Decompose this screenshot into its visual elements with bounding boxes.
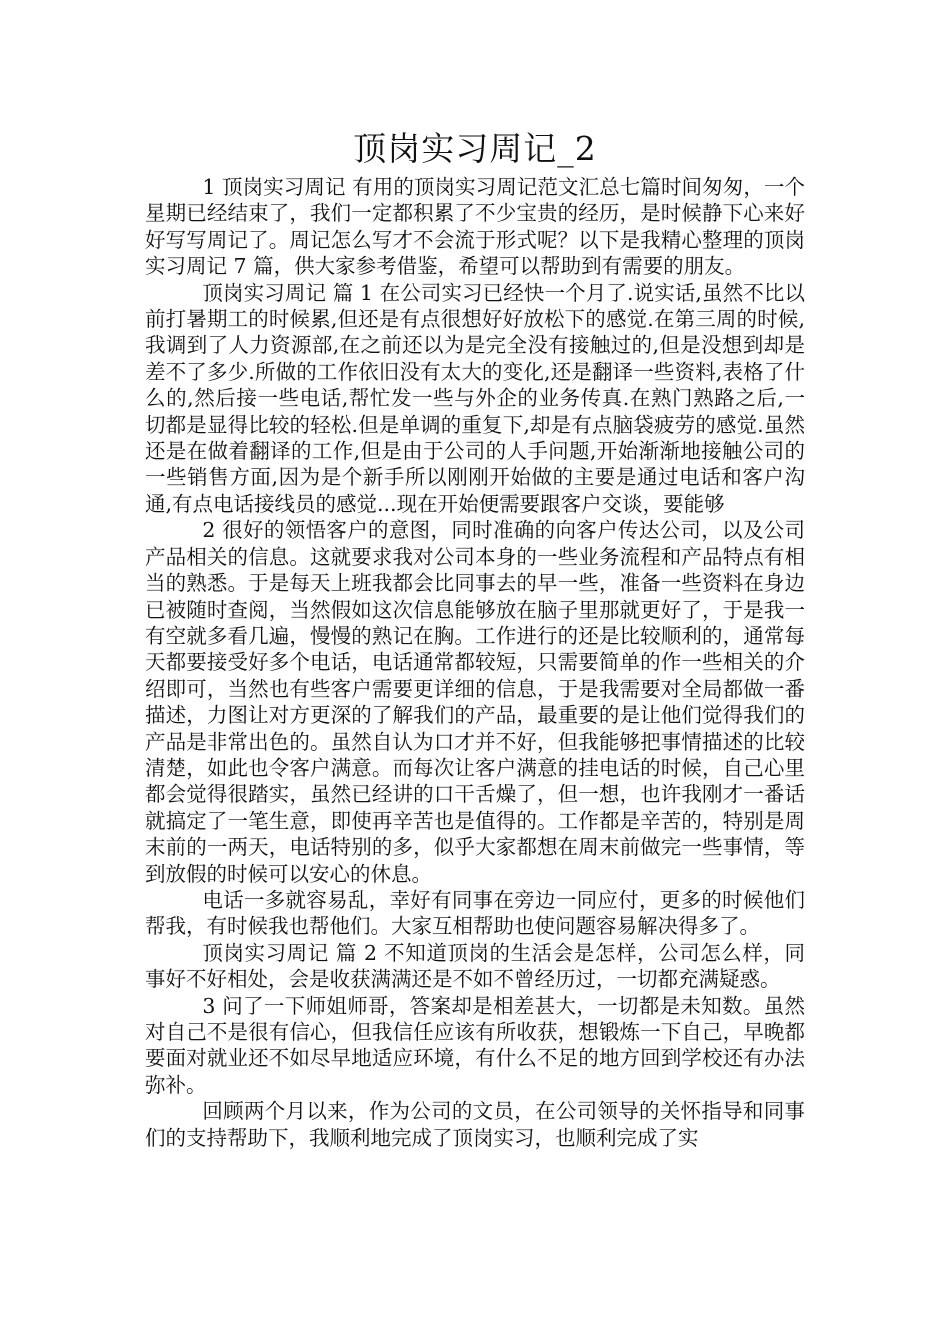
paragraph: 电话一多就容易乱，幸好有同事在旁边一同应付，更多的时候他们帮我，有时候我也帮他们。大家互相帮助也使问题容易解决得多了。 bbox=[145, 887, 805, 939]
paragraph: 3 问了一下师姐师哥，答案却是相差甚大，一切都是未知数。虽然对自己不是很有信心，但我信任应该有所收获，想锻炼一下自己，早晚都要面对就业还不如尽早地适应环境，有什么不足的地方回到学校还有办法弥补。 bbox=[145, 993, 805, 1097]
paragraph: 顶岗实习周记 篇 2 不知道顶岗的生活会是怎样，公司怎么样，同事好不好相处，会是收获满满还是不如不曾经历过，一切都充满疑惑。 bbox=[145, 940, 805, 992]
document-title: 顶岗实习周记_2 bbox=[353, 129, 597, 168]
paragraph: 1 顶岗实习周记 有用的顶岗实习周记范文汇总七篇时间匆匆，一个星期已经结束了，我们一定都积累了不少宝贵的经历，是时候静下心来好好写写周记了。周记怎么写才不会流于形式呢？以下是我精心整理的顶岗实习周记 7 篇，供大家参考借鉴，希望可以帮助到有需要的朋友。 bbox=[145, 175, 805, 279]
paragraph: 顶岗实习周记 篇 1 在公司实习已经快一个月了.说实话,虽然不比以前打暑期工的时候累,但还是有点很想好好放松下的感觉.在第三周的时候,我调到了人力资源部,在之前还以为是完全没有接触过的,但是没想到却是差不了多少.所做的工作依旧没有太大的变化,还是翻译一些资料,表格了什么的,然后接一些电话,帮忙发一些与外企的业务传真.在熟门熟路之后,一切都是显得比较的轻松.但是单调的重复下,却是有点脑袋疲劳的感觉.虽然还是在做着翻译的工作,但是由于公司的人手问题,开始渐渐地接触公司的一些销售方面,因为是个新手所以刚刚开始做的主要是通过电话和客户沟通,有点电话接线员的感觉...现在开始便需要跟客户交谈，要能够 bbox=[145, 280, 805, 516]
document-body bbox=[145, 174, 805, 1151]
paragraph: 回顾两个月以来，作为公司的文员，在公司领导的关怀指导和同事们的支持帮助下，我顺利地完成了顶岗实习，也顺利完成了实 bbox=[145, 1099, 805, 1150]
paragraph: 2 很好的领悟客户的意图，同时准确的向客户传达公司，以及公司产品相关的信息。这就要求我对公司本身的一些业务流程和产品特点有相当的熟悉。于是每天上班我都会比同事去的早一些，准备一些资料在身边已被随时查阅，当然假如这次信息能够放在脑子里那就更好了，于是我一有空就多看几遍，慢慢的熟记在胸。工作进行的还是比较顺利的，通常每天都要接受好多个电话，电话通常都较短，只需要简单的作一些相关的介绍即可，当然也有些客户需要更详细的信息，于是我需要对全局都做一番描述，力图让对方更深的了解我们的产品，最重要的是让他们觉得我们的产品是非常出色的。虽然自认为口才并不好，但我能够把事情描述的比较清楚，如此也令客户满意。而每次让客户满意的挂电话的时候，自己心里都会觉得很踏实，虽然已经讲的口干舌燥了，但一想，也许我刚才一番话就搞定了一笔生意，即使再辛苦也是值得的。工作都是辛苦的，特别是周末前的一两天，电话特别的多，似乎大家都想在周末前做完一些事情，等到放假的时候可以安心的休息。 bbox=[145, 518, 805, 886]
